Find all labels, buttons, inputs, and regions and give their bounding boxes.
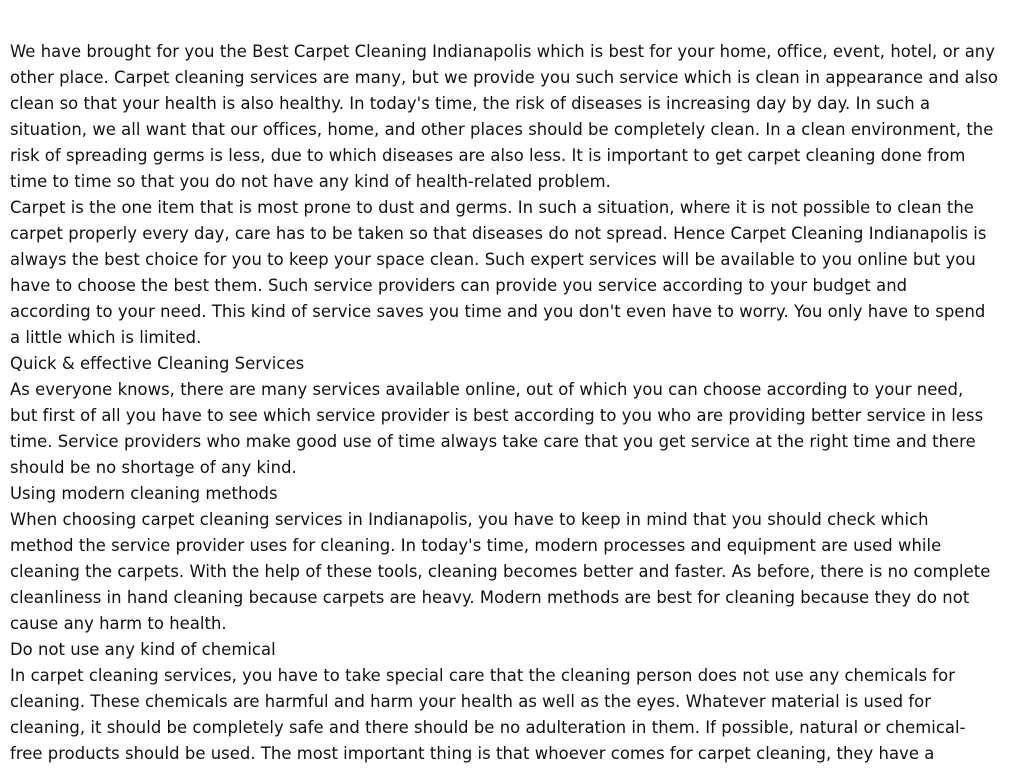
section-heading-modern: Using modern cleaning methods (10, 484, 278, 503)
text-line: according to your need. This kind of service saves you time and you don't even have to worry. You only have to spend (10, 302, 986, 321)
text-line: clean so that your health is also healthy. In today's time, the risk of diseases is increasing day by day. In such a (10, 94, 931, 113)
text-line: cleanliness in hand cleaning because carpets are heavy. Modern methods are best for cleaning because they do not (10, 588, 970, 607)
quick-paragraph (10, 377, 1014, 481)
text-line: always the best choice for you to keep your space clean. Such expert services will be available to you online but you (10, 250, 976, 269)
text-line: time. Service providers who make good use of time always take care that you get service at the right time and there (10, 432, 976, 451)
text-line: other place. Carpet cleaning services are many, but we provide you such service which is clean in appearance and also (10, 68, 998, 87)
modern-paragraph (10, 507, 1014, 637)
text-line: When choosing carpet cleaning services in Indianapolis, you have to keep in mind that you should check which (10, 510, 929, 529)
text-line: As everyone knows, there are many services available online, out of which you can choose according to your need, (10, 380, 964, 399)
intro-paragraph (10, 39, 1014, 195)
text-line: but first of all you have to see which service provider is best according to you who are providing better service in less (10, 406, 984, 425)
text-line: situation, we all want that our offices, home, and other places should be completely clean. In a clean environment, the (10, 120, 994, 139)
text-line: have to choose the best them. Such service providers can provide you service according to your budget and (10, 276, 908, 295)
carpet-paragraph (10, 195, 1014, 351)
text-line: free products should be used. The most important thing is that whoever comes for carpet cleaning, they have a (10, 744, 935, 763)
text-line: cause any harm to health. (10, 614, 227, 633)
text-line: should be no shortage of any kind. (10, 458, 297, 477)
section-heading-quick: Quick & effective Cleaning Services (10, 354, 305, 373)
text-line: time to time so that you do not have any kind of health-related problem. (10, 172, 611, 191)
text-line: risk of spreading germs is less, due to which diseases are also less. It is important to get carpet cleaning done from (10, 146, 966, 165)
text-line: a little which is limited. (10, 328, 202, 347)
text-line: cleaning. These chemicals are harmful and harm your health as well as the eyes. Whatever material is used for (10, 692, 932, 711)
text-line: method the service provider uses for cleaning. In today's time, modern processes and equipment are used while (10, 536, 942, 555)
text-line: cleaning the carpets. With the help of these tools, cleaning becomes better and faster. As before, there is no complete (10, 562, 991, 581)
text-line: In carpet cleaning services, you have to take special care that the cleaning person does not use any chemicals for (10, 666, 955, 685)
section-heading-chemical: Do not use any kind of chemical (10, 640, 276, 659)
text-line: Carpet is the one item that is most prone to dust and germs. In such a situation, where it is not possible to clean the (10, 198, 974, 217)
chemical-paragraph (10, 663, 1014, 767)
text-line: carpet properly every day, care has to be taken so that diseases do not spread. Hence Carpet Cleaning Indianapolis is (10, 224, 987, 243)
text-line: We have brought for you the Best Carpet Cleaning Indianapolis which is best for your home, office, event, hotel, or any (10, 42, 995, 61)
text-line: cleaning, it should be completely safe and there should be no adulteration in them. If possible, natural or chemical- (10, 718, 966, 737)
